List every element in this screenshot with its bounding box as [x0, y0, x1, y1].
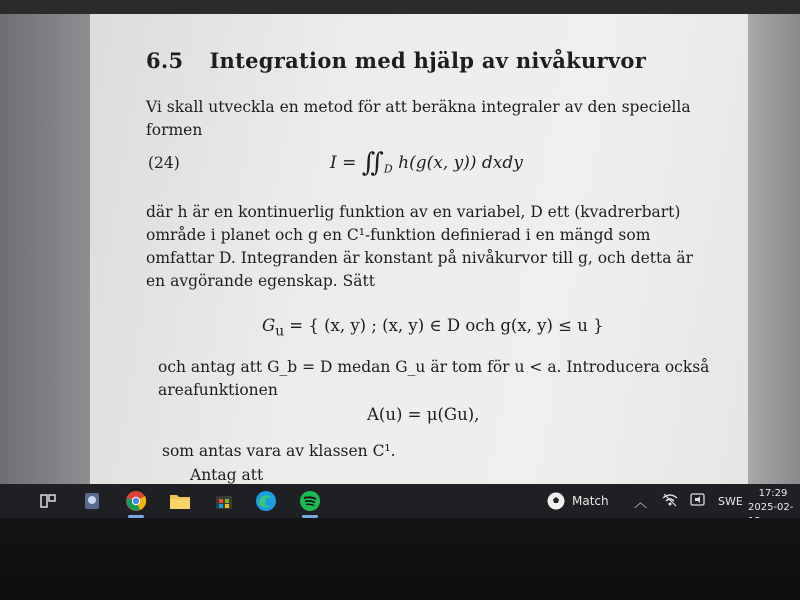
- section-number: 6.5: [146, 48, 184, 73]
- equation-area: A(u) = μ(Gu),: [367, 405, 480, 424]
- clock-date: 2025-02-: [748, 502, 794, 513]
- file-explorer-icon[interactable]: [168, 489, 192, 513]
- eq24-integrand: h(g(x, y)) dxdy: [398, 153, 523, 173]
- paragraph-intro: Vi skall utveckla en metod för att beräkna integraler av den speciella formen: [146, 98, 691, 139]
- eq24-domain: D: [383, 162, 393, 176]
- paragraph-next: Antag att: [190, 466, 264, 484]
- language-indicator[interactable]: SWE: [718, 495, 743, 508]
- eq-gu-sub: u: [275, 323, 285, 340]
- section-heading: [146, 48, 646, 73]
- paragraph-definition: där h är en kontinuerlig funktion av en variabel, D ett (kvadrerbart) område i planet och g en C¹-funktion definierad i en mängd som omfattar D. Integranden är konstant på nivåkurvor till g, och detta är en avgörande egenskap. Sätt: [146, 203, 694, 290]
- monitor-bezel-bottom: [0, 518, 800, 600]
- equation-24: [330, 148, 523, 178]
- taskbar: [0, 484, 800, 518]
- app-icon[interactable]: [80, 489, 104, 513]
- eq24-lhs: I =: [330, 153, 357, 173]
- eq-gu-symbol: G: [262, 316, 276, 335]
- desktop-background-right: [748, 14, 800, 484]
- equation-label: (24): [148, 154, 180, 172]
- weather-label: Match: [572, 494, 609, 508]
- desktop-background-left: [0, 14, 90, 484]
- section-title: Integration med hjälp av nivåkurvor: [209, 48, 647, 73]
- clock-time: 17:29: [758, 488, 788, 499]
- equation-gu: [262, 316, 604, 339]
- task-view-icon[interactable]: [36, 489, 60, 513]
- spotify-icon[interactable]: [298, 489, 322, 513]
- soccer-ball-icon: [546, 491, 566, 511]
- microsoft-store-icon[interactable]: [212, 489, 236, 513]
- paragraph-assumption: och antag att G_b = D medan G_u är tom för u < a. Introducera också areafunktionen: [158, 358, 710, 399]
- chevron-up-icon[interactable]: ︿: [634, 496, 648, 511]
- network-icon[interactable]: [662, 493, 678, 510]
- eq24-integral-sign: ∬: [361, 148, 384, 178]
- volume-icon[interactable]: [690, 493, 706, 510]
- document-page: [90, 14, 748, 484]
- edge-icon[interactable]: [254, 489, 278, 513]
- eq-gu-rhs: = { (x, y) ; (x, y) ∈ D och g(x, y) ≤ u }: [289, 316, 604, 335]
- weather-widget[interactable]: [546, 491, 609, 511]
- paragraph-class: som antas vara av klassen C¹.: [162, 442, 396, 460]
- chrome-icon[interactable]: [124, 489, 148, 513]
